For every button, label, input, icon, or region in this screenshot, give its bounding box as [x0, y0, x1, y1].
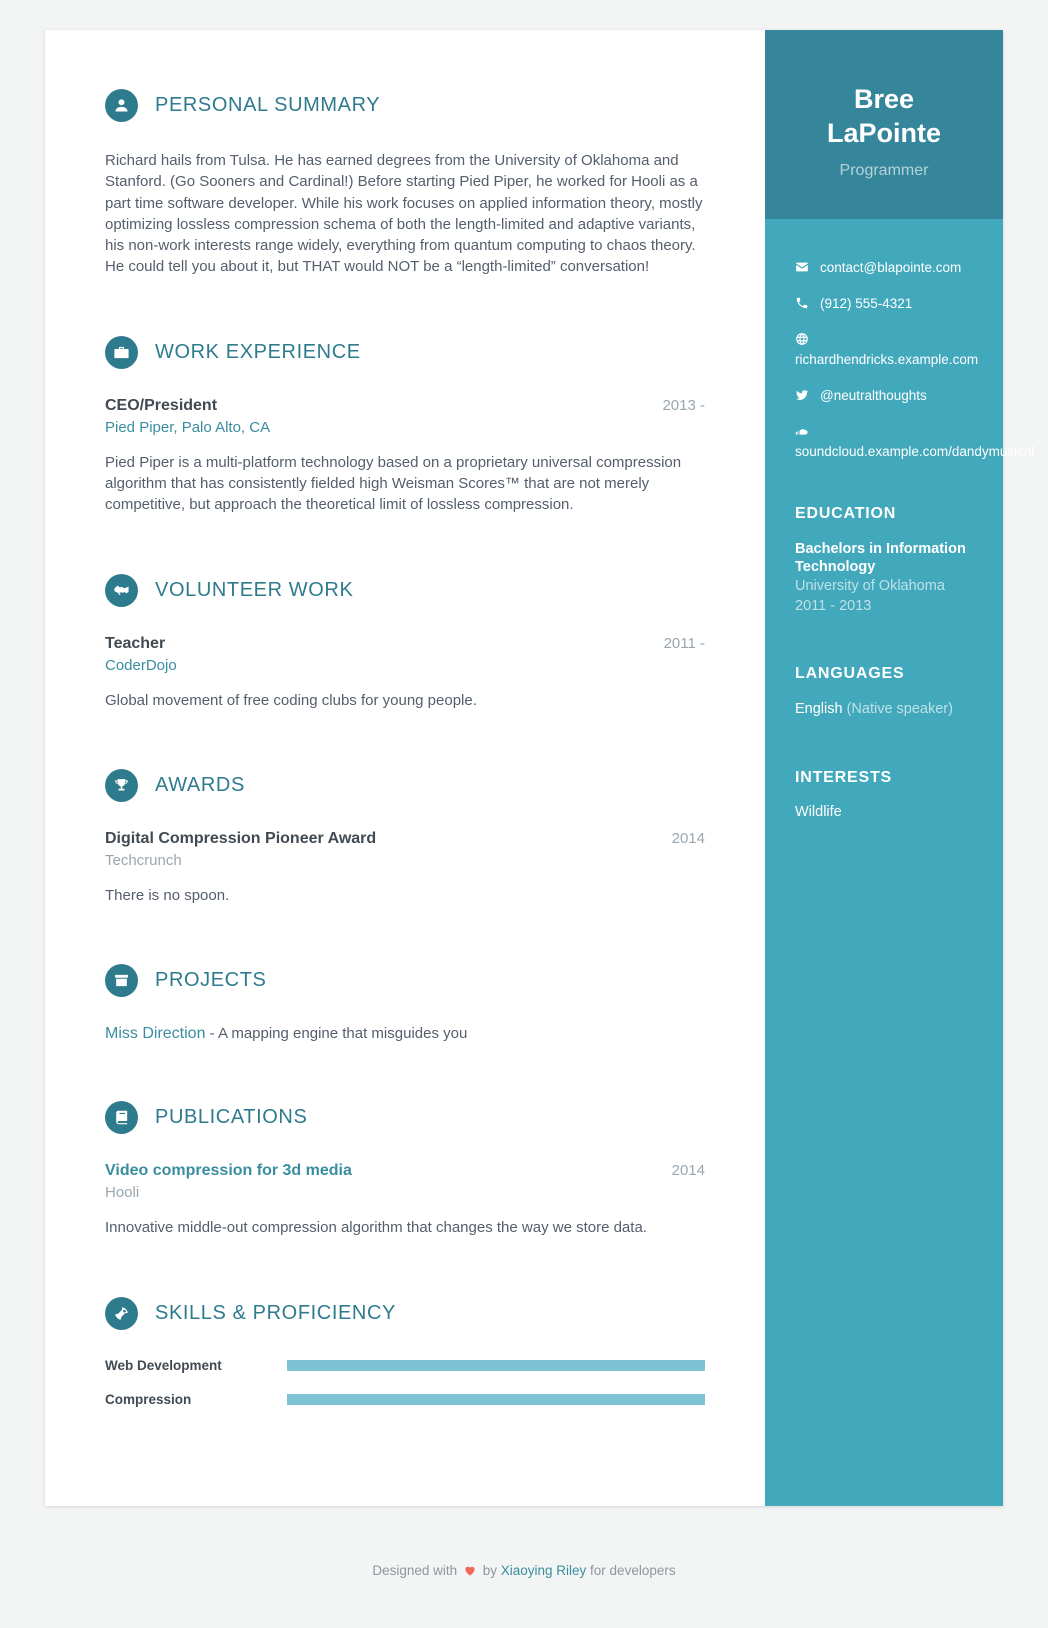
volunteer-item: [105, 635, 705, 711]
section-heading: [105, 574, 705, 607]
contact-phone[interactable]: [795, 296, 997, 311]
skill-row: [105, 1358, 705, 1373]
footer-text-prefix: Designed with: [372, 1562, 458, 1578]
skill-fill: [287, 1394, 705, 1405]
section-projects: [105, 964, 705, 1043]
section-title: PROJECTS: [155, 969, 267, 992]
section-heading: [105, 89, 705, 122]
skill-name: Web Development: [105, 1357, 222, 1373]
project-item: [105, 1025, 705, 1043]
award-title: Digital Compression Pioneer Award: [105, 829, 377, 847]
skill-bar: [287, 1360, 705, 1371]
interest-item: Wildlife: [795, 803, 842, 820]
education-school: University of Oklahoma: [795, 578, 945, 595]
archive-icon: [105, 964, 138, 997]
skill-bar: [287, 1394, 705, 1405]
footer-text-suffix: for developers: [590, 1562, 676, 1578]
trophy-icon: [105, 769, 138, 802]
education-heading: EDUCATION: [795, 504, 897, 522]
job-title: CEO/President: [105, 396, 218, 414]
education-years: 2011 - 2013: [795, 597, 872, 614]
volunteer-role: Teacher: [105, 634, 166, 652]
project-separator: -: [205, 1025, 218, 1043]
interests-section: [765, 769, 1003, 820]
work-item: [105, 397, 705, 516]
footer-author-link[interactable]: Xiaoying Riley: [500, 1562, 587, 1578]
section-personal-summary: [105, 89, 705, 278]
section-title: SKILLS & PROFICIENCY: [155, 1301, 396, 1324]
skill-row: [105, 1392, 705, 1407]
briefcase-icon: [105, 336, 138, 369]
resume-card: [45, 30, 1035, 1506]
section-volunteer-work: [105, 574, 705, 711]
user-icon: [105, 89, 138, 122]
skill-name: Compression: [105, 1391, 192, 1407]
language-level: (Native speaker): [846, 701, 953, 718]
contact-website[interactable]: [795, 332, 997, 367]
contact-website-text: richardhendricks.example.com: [795, 351, 979, 367]
job-description: Pied Piper is a multi-platform technology based on a proprietary universal compression algorithm that has consistently fielded high Weisman Scores™ that are not merely competitive, but approach the theoretical limit of lossless compression.: [105, 453, 682, 514]
section-title: WORK EXPERIENCE: [155, 340, 361, 363]
language-name: English: [795, 701, 843, 718]
volunteer-description: Global movement of free coding clubs for young people.: [105, 691, 477, 709]
soundcloud-icon: [795, 424, 811, 438]
section-heading: [105, 964, 705, 997]
sidebar: [765, 30, 1035, 1506]
contact-email[interactable]: [795, 260, 997, 275]
section-publications: [105, 1101, 705, 1238]
globe-icon: [795, 332, 811, 346]
twitter-icon: [795, 388, 811, 402]
publication-publisher: Hooli: [105, 1184, 140, 1202]
section-heading: [105, 1101, 705, 1134]
award-issuer: Techcrunch: [105, 851, 182, 869]
language-item: [795, 700, 973, 720]
publication-date: 2014: [671, 1162, 705, 1180]
publication-description: Innovative middle-out compression algorithm that changes the way we store data.: [105, 1219, 647, 1237]
handshake-icon: [105, 574, 138, 607]
book-icon: [105, 1101, 138, 1134]
interests-heading: INTERESTS: [795, 768, 892, 786]
section-work-experience: [105, 336, 705, 516]
project-name-link[interactable]: Miss Direction: [105, 1025, 206, 1043]
footer-text-middle: by: [482, 1562, 497, 1578]
section-title: PERSONAL SUMMARY: [155, 94, 381, 116]
section-heading: [105, 336, 705, 369]
languages-section: [765, 665, 1003, 720]
contact-phone-text: (912) 555-4321: [820, 295, 913, 311]
section-heading: [105, 1297, 705, 1330]
section-skills: [105, 1297, 705, 1407]
contact-soundcloud[interactable]: [795, 424, 1035, 459]
rocket-icon: [105, 1297, 138, 1330]
contact-list: [765, 219, 1035, 505]
section-title: PUBLICATIONS: [155, 1106, 308, 1129]
project-description: A mapping engine that misguides you: [217, 1025, 468, 1043]
education-section: [765, 505, 1003, 617]
contact-email-text: contact@blapointe.com: [820, 259, 962, 275]
section-heading: [105, 769, 705, 802]
summary-paragraph: Richard hails from Tulsa. He has earned degrees from the University of Oklahoma and Stanford. (Go Sooners and Cardinal!) Before starting Pied Piper, he worked for Hooli as a part time software developer. While his work focuses on applied information theory, mostly optimizing lossless compression schema of both the length-limited and adaptive variants, his non-work interests range widely, everything from quantum computing to chaos theory. He could tell you about it, but THAT would NOT be a “length-limited” conversation!: [105, 152, 703, 276]
section-title: VOLUNTEER WORK: [155, 578, 354, 601]
job-company-link[interactable]: Pied Piper, Palo Alto, CA: [105, 418, 271, 436]
phone-icon: [795, 296, 811, 310]
languages-heading: LANGUAGES: [795, 665, 905, 683]
person-name: Bree LaPointe: [826, 84, 941, 148]
section-title: AWARDS: [155, 773, 245, 796]
section-awards: [105, 769, 705, 906]
contact-soundcloud-text: soundcloud.example.com/dandymusicnl: [795, 443, 1035, 459]
heart-icon: [461, 1563, 479, 1578]
envelope-icon: [795, 260, 811, 274]
skill-fill: [287, 1360, 705, 1371]
job-date: 2013 -: [662, 396, 705, 414]
contact-twitter[interactable]: [795, 388, 997, 403]
award-item: [105, 830, 705, 906]
award-date: 2014: [671, 829, 705, 847]
volunteer-org-link[interactable]: CoderDojo: [105, 656, 177, 674]
publication-title-link[interactable]: Video compression for 3d media: [105, 1162, 352, 1180]
person-job-title: Programmer: [839, 161, 929, 179]
award-description: There is no spoon.: [105, 886, 230, 904]
sidebar-header: [765, 30, 1003, 219]
education-degree: Bachelors in Information Technology: [795, 540, 966, 576]
contact-twitter-text: @neutralthoughts: [820, 387, 927, 403]
page-footer: [0, 1506, 1048, 1628]
main-column: [45, 30, 765, 1506]
publication-item: [105, 1162, 705, 1238]
volunteer-date: 2011 -: [663, 634, 705, 652]
